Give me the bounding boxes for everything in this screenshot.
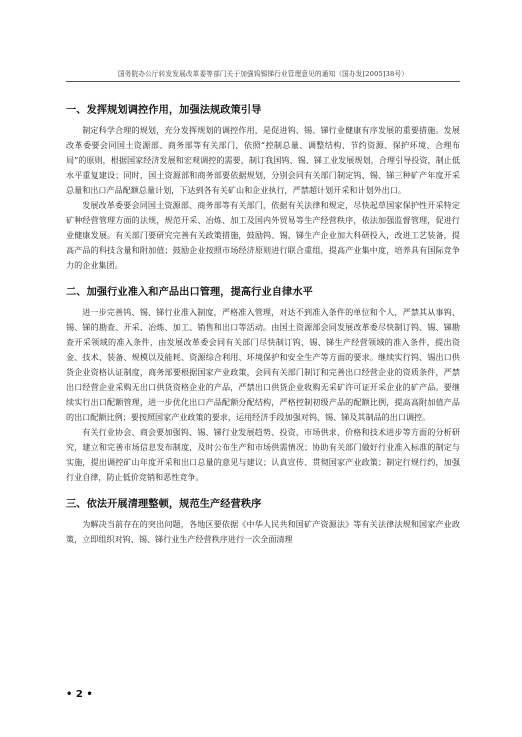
section-heading: 一、发挥规划调控作用，加强法规政策引导 [66, 105, 262, 116]
section-2 [66, 285, 460, 485]
section-3 [66, 497, 460, 547]
paragraph: 发展改革委要会同国土资源部、商务部等有关部门，依据有关法律和规定，尽快起草国家保护性开采特定矿种经营管理方面的法规，规范开采、冶炼、加工及国内外贸易等生产经营秩序，依法加强监督管理，促进行业健康发展。有关部门要研究完善有关政策措施，鼓励钨、锡、锑生产企业加大科研投入，改进工艺装备，提高产品的科技含量和附加值；鼓励企业按照市场经济原则进行联合重组，提高产业集中度，培养具有国际竞争力的企业集团。 [66, 200, 460, 270]
paragraph: 有关行业协会、商会要加强钨、锡、锑行业发展趋势、投资、市场供求、价格和技术进步等方面的分析研究，建立和完善市场信息发布制度，及时公布生产和市场供需情况；协助有关部门做好行业准入标准的制定与实施，提出调控矿山年度开采和出口总量的意见与建议；认真宣传、贯彻国家产业政策；制定行规行约，加强行业自律，防止低价竞销和恶性竞争。 [66, 427, 460, 482]
section-1 [66, 103, 460, 273]
paragraph: 进一步完善钨、锡、锑行业准入制度，严格准入管理，对达不到准入条件的单位和个人，严禁其从事钨、锡、锑的勘查、开采、冶炼、加工、销售和出口等活动。由国土资源部会同发展改革委尽快制订钨、锡、锑勘查开采领域的准入条件，由发展改革委会同有关部门尽快制订钨、锡、锑生产经营领域的准入条件，提出资金、技术、装备、规模以及能耗、资源综合利用、环境保护和安全生产等方面的要求。继续实行钨、锡出口供货企业资格认证制度，商务部要根据国家产业政策，会同有关部门制订和完善出口经营企业的资质条件，严禁出口经营企业采购无出口供货资格企业的产品，严禁出口供货企业收购无采矿许可证开采企业的矿产品。要继续实行出口配额管理，进一步优化出口产品配额分配结构，严格控制初级产品的配额比例，提高高附加值产品的出口配额比例；要按照国家产业政策的要求，运用经济手段加强对钨、锡、锑及其制品的出口调控。 [66, 307, 460, 422]
paragraph: 制定科学合理的规划，充分发挥规划的调控作用，是促进钨、锡、锑行业健康有序发展的重要措施。发展改革委要会同国土资源部、商务部等有关部门，依照“控制总量、调整结构、节约资源、保护环境、合理布局”的原则，根据国家经济发展和宏观调控的需要，制订我国钨、锡、锑工业发展规划，合理引导投资，制止低水平重复建设；同时，国土资源部和商务部要依据规划，分别会同有关部门制定钨、锡、锑三种矿产年度开采总量和出口产品配额总量计划，下达到各有关矿山和企业执行，严禁超计划开采和计划外出口。 [66, 125, 460, 195]
paragraph: 为解决当前存在的突出问题，各地区要依据《中华人民共和国矿产资源法》等有关法律法规和国家产业政策，立即组织对钨、锡、锑行业生产经营秩序进行一次全面清理 [66, 519, 460, 544]
section-heading: 三、依法开展清理整顿，规范生产经营秩序 [66, 499, 262, 510]
header-rule [66, 81, 460, 82]
running-header: 国务院办公厅转发发展改革委等部门关于加强钨锡锑行业管理意见的通知（国办发[2005]38号） [117, 70, 409, 78]
document-body [66, 103, 460, 547]
section-heading: 二、加强行业准入和产品出口管理，提高行业自律水平 [66, 287, 313, 298]
page-number: • 2 • [66, 689, 93, 700]
